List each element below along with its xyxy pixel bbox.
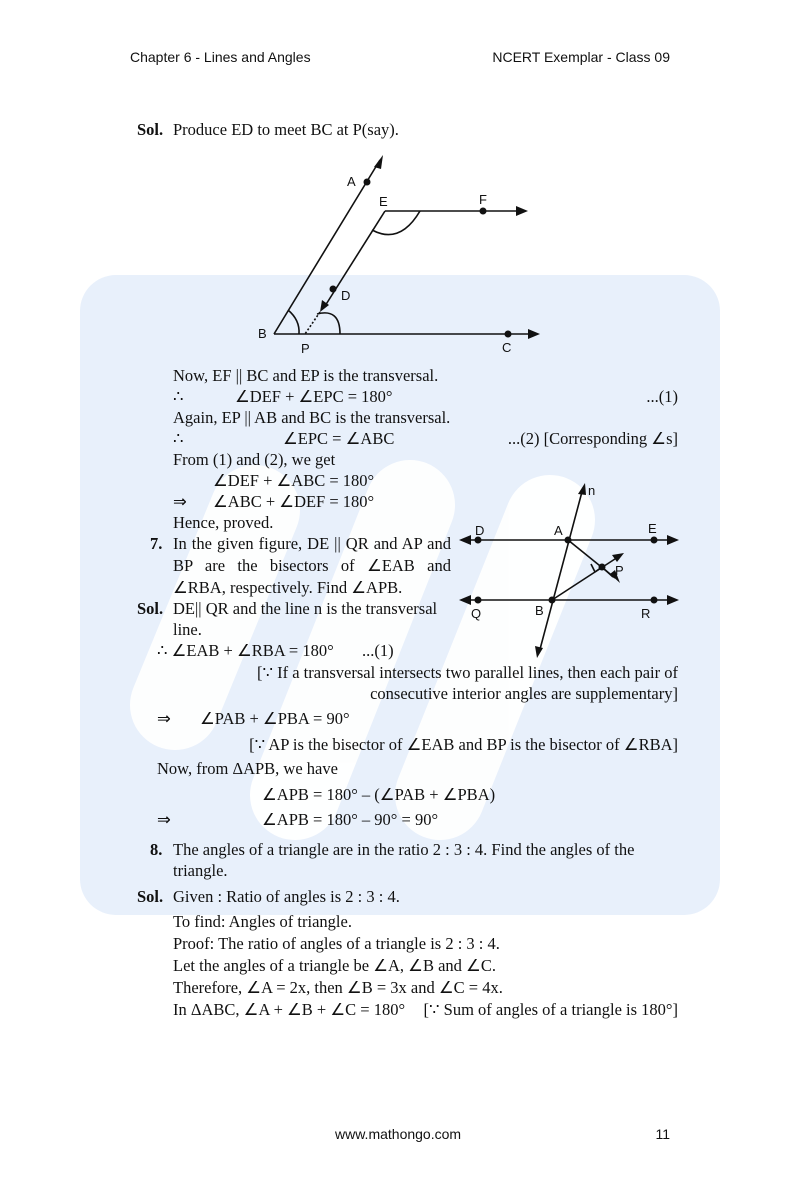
solution-equation: ∠DEF + ∠EPC = 180° [235,387,393,406]
label-F: F [479,192,487,207]
solution-line: Given : Ratio of angles is 2 : 3 : 4. [173,887,400,906]
reason-note: [∵ Sum of angles of a triangle is 180°] [423,1000,678,1019]
figure-bisector-diagram [450,475,690,665]
solution-line: To find: Angles of triangle. [173,912,352,931]
implies-symbol: ⇒ [173,492,187,511]
solution-equation: ∠APB = 180° – 90° = 90° [262,810,439,829]
label-P: P [301,341,310,356]
solution-equation: ∠DEF + ∠ABC = 180° [213,471,375,490]
solution-line: Again, EP || AB and BC is the transversal. [173,408,451,427]
equation-ref: ...(1) [646,387,678,406]
label-E: E [379,194,388,209]
sol-label: Sol. [137,599,164,618]
footer-website-link[interactable]: www.mathongo.com [335,1126,462,1142]
solution-equation: ∠PAB + ∠PBA = 90° [200,709,350,728]
label-A: A [347,174,356,189]
sol-label: Sol. [137,887,164,906]
header-chapter-title: Chapter 6 - Lines and Angles [130,49,311,65]
label-D: D [475,523,485,538]
label-A: A [554,523,563,538]
solution-conclusion: Hence, proved. [173,513,274,532]
solution-line: Proof: The ratio of angles of a triangle is 2 : 3 : 4. [173,934,500,953]
label-B: B [535,603,544,618]
solution-equation: ∠APB = 180° – (∠PAB + ∠PBA) [262,785,496,804]
question-text: triangle. [173,861,228,880]
solution-line: Let the angles of a triangle be ∠A, ∠B and ∠C. [173,956,496,975]
question-text: BP are the bisectors of ∠EAB and [173,556,451,575]
solution-equation: ∠ABC + ∠DEF = 180° [213,492,375,511]
header-book-title: NCERT Exemplar - Class 09 [492,49,670,65]
solution-equation: ∴ ∠EAB + ∠RBA = 180° [157,641,334,660]
question-text: The angles of a triangle are in the ratio 2 : 3 : 4. Find the angles of the [173,840,635,859]
label-B: B [258,326,267,341]
equation-ref: ...(2) [Corresponding ∠s] [507,429,678,448]
therefore-symbol: ∴ [173,429,184,448]
solution-line: Now, EF || BC and EP is the transversal. [173,366,439,385]
solution-line: From (1) and (2), we get [173,450,336,469]
figure-parallel-lines-diagram [250,150,550,360]
implies-symbol: ⇒ [157,709,171,728]
solution-line: line. [173,620,202,639]
implies-symbol: ⇒ [157,810,171,829]
question-number: 7. [150,534,163,553]
label-E: E [648,521,657,536]
reason-note: consecutive interior angles are supplementary] [370,684,678,703]
solution-line: DE|| QR and the line n is the transversal [173,599,438,618]
equation-ref: ...(1) [362,641,394,660]
solution-equation: In ΔABC, ∠A + ∠B + ∠C = 180° [173,1000,406,1019]
label-R: R [641,606,651,621]
solution-line: Therefore, ∠A = 2x, then ∠B = 3x and ∠C = 4x. [173,978,503,997]
question-number: 8. [150,840,163,859]
solution-intro: Produce ED to meet BC at P(say). [173,120,399,139]
reason-note: [∵ If a transversal intersects two parallel lines, then each pair of [257,663,678,682]
label-D: D [341,288,351,303]
label-Q: Q [471,606,482,621]
label-P: P [615,563,624,578]
page-number: 11 [655,1126,670,1142]
solution-equation: ∠EPC = ∠ABC [283,429,395,448]
question-text: ∠RBA, respectively. Find ∠APB. [173,578,403,597]
solution-line: Now, from ΔAPB, we have [157,759,338,778]
reason-note: [∵ AP is the bisector of ∠EAB and BP is the bisector of ∠RBA] [249,735,678,754]
label-n: n [588,483,596,498]
question-text: In the given figure, DE || QR and AP and [173,534,451,553]
sol-label: Sol. [137,120,164,139]
label-C: C [502,340,512,355]
therefore-symbol: ∴ [173,387,184,406]
